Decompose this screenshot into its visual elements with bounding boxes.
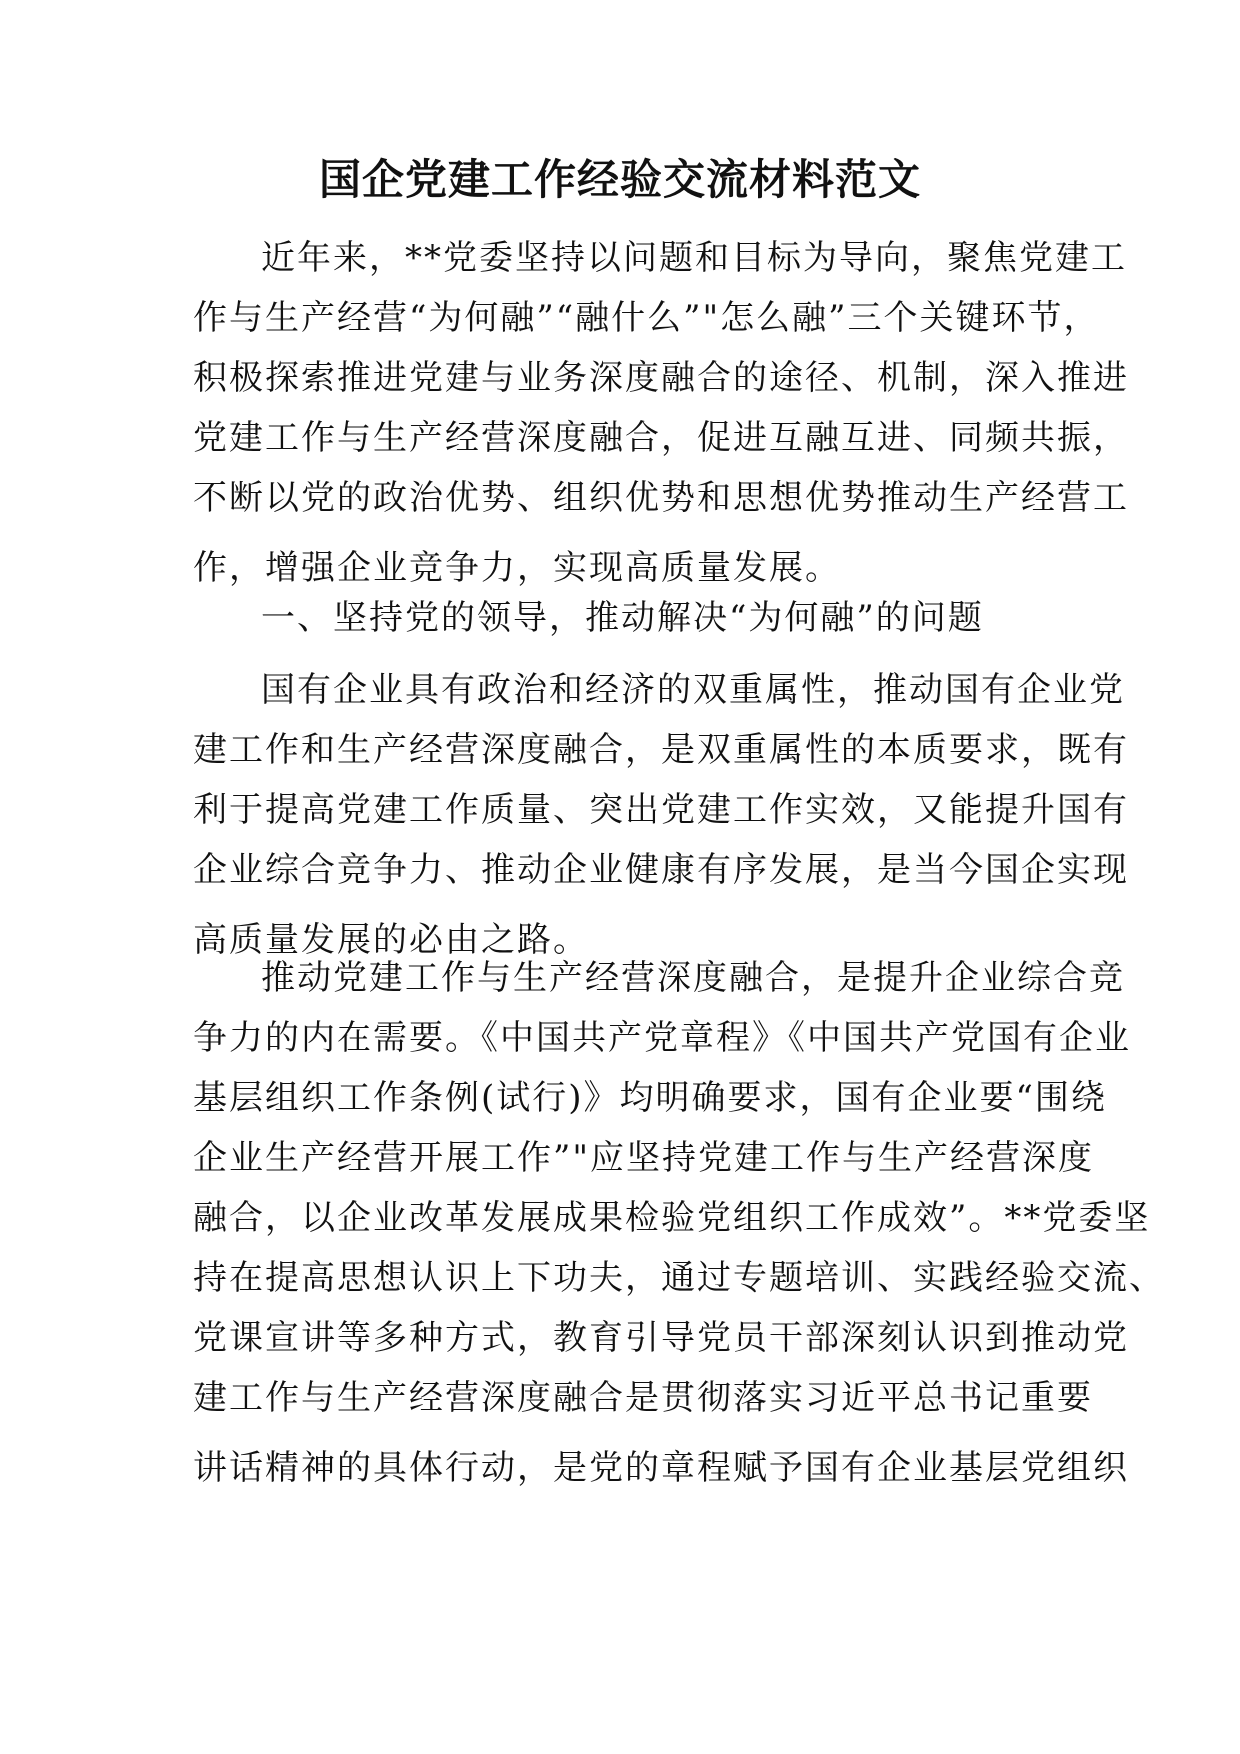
text-line: 推动党建工作与生产经营深度融合，是提升企业综合竞 bbox=[261, 958, 1125, 998]
text-line: 融合，以企业改革发展成果检验党组织工作成效”。**党委坚 bbox=[193, 1198, 1151, 1238]
text-line: 国有企业具有政治和经济的双重属性，推动国有企业党 bbox=[261, 670, 1125, 710]
text-line: 党建工作与生产经营深度融合，促进互融互进、同频共振， bbox=[193, 418, 1129, 458]
paragraph-dual-attributes bbox=[193, 660, 1129, 970]
section-heading-text: 一、坚持党的领导，推动解决“为何融”的问题 bbox=[261, 598, 984, 638]
text-line: 作，增强企业竞争力，实现高质量发展。 bbox=[193, 548, 841, 588]
text-line: 高质量发展的必由之路。 bbox=[193, 920, 589, 960]
text-line: 积极探索推进党建与业务深度融合的途径、机制，深入推进 bbox=[193, 358, 1129, 398]
paragraph-intro bbox=[193, 228, 1129, 598]
text-line: 持在提高思想认识上下功夫，通过专题培训、实践经验交流、 bbox=[193, 1258, 1165, 1298]
text-line: 建工作和生产经营深度融合，是双重属性的本质要求，既有 bbox=[193, 730, 1129, 770]
text-line: 讲话精神的具体行动，是党的章程赋予国有企业基层党组织 bbox=[193, 1448, 1129, 1488]
text-line: 作与生产经营“为何融”“融什么”"怎么融”三个关键环节， bbox=[193, 298, 1100, 338]
text-line: 不断以党的政治优势、组织优势和思想优势推动生产经营工 bbox=[193, 478, 1129, 518]
paragraph-competitiveness bbox=[193, 948, 1165, 1498]
text-line: 建工作与生产经营深度融合是贯彻落实习近平总书记重要 bbox=[193, 1378, 1093, 1418]
text-line: 基层组织工作条例(试行)》均明确要求，国有企业要“围绕 bbox=[193, 1078, 1107, 1118]
text-line: 企业生产经营开展工作”"应坚持党建工作与生产经营深度 bbox=[193, 1138, 1095, 1178]
text-line: 近年来，**党委坚持以问题和目标为导向，聚焦党建工 bbox=[261, 238, 1127, 278]
text-line: 利于提高党建工作质量、突出党建工作实效，又能提升国有 bbox=[193, 790, 1129, 830]
text-line: 企业综合竞争力、推动企业健康有序发展，是当今国企实现 bbox=[193, 850, 1129, 890]
text-line: 争力的内在需要。《中国共产党章程》《中国共产党国有企业 bbox=[193, 1018, 1131, 1058]
text-line: 党课宣讲等多种方式，教育引导党员干部深刻认识到推动党 bbox=[193, 1318, 1129, 1358]
section-heading-1 bbox=[193, 588, 1049, 648]
document-title: 国企党建工作经验交流材料范文 bbox=[318, 155, 921, 204]
